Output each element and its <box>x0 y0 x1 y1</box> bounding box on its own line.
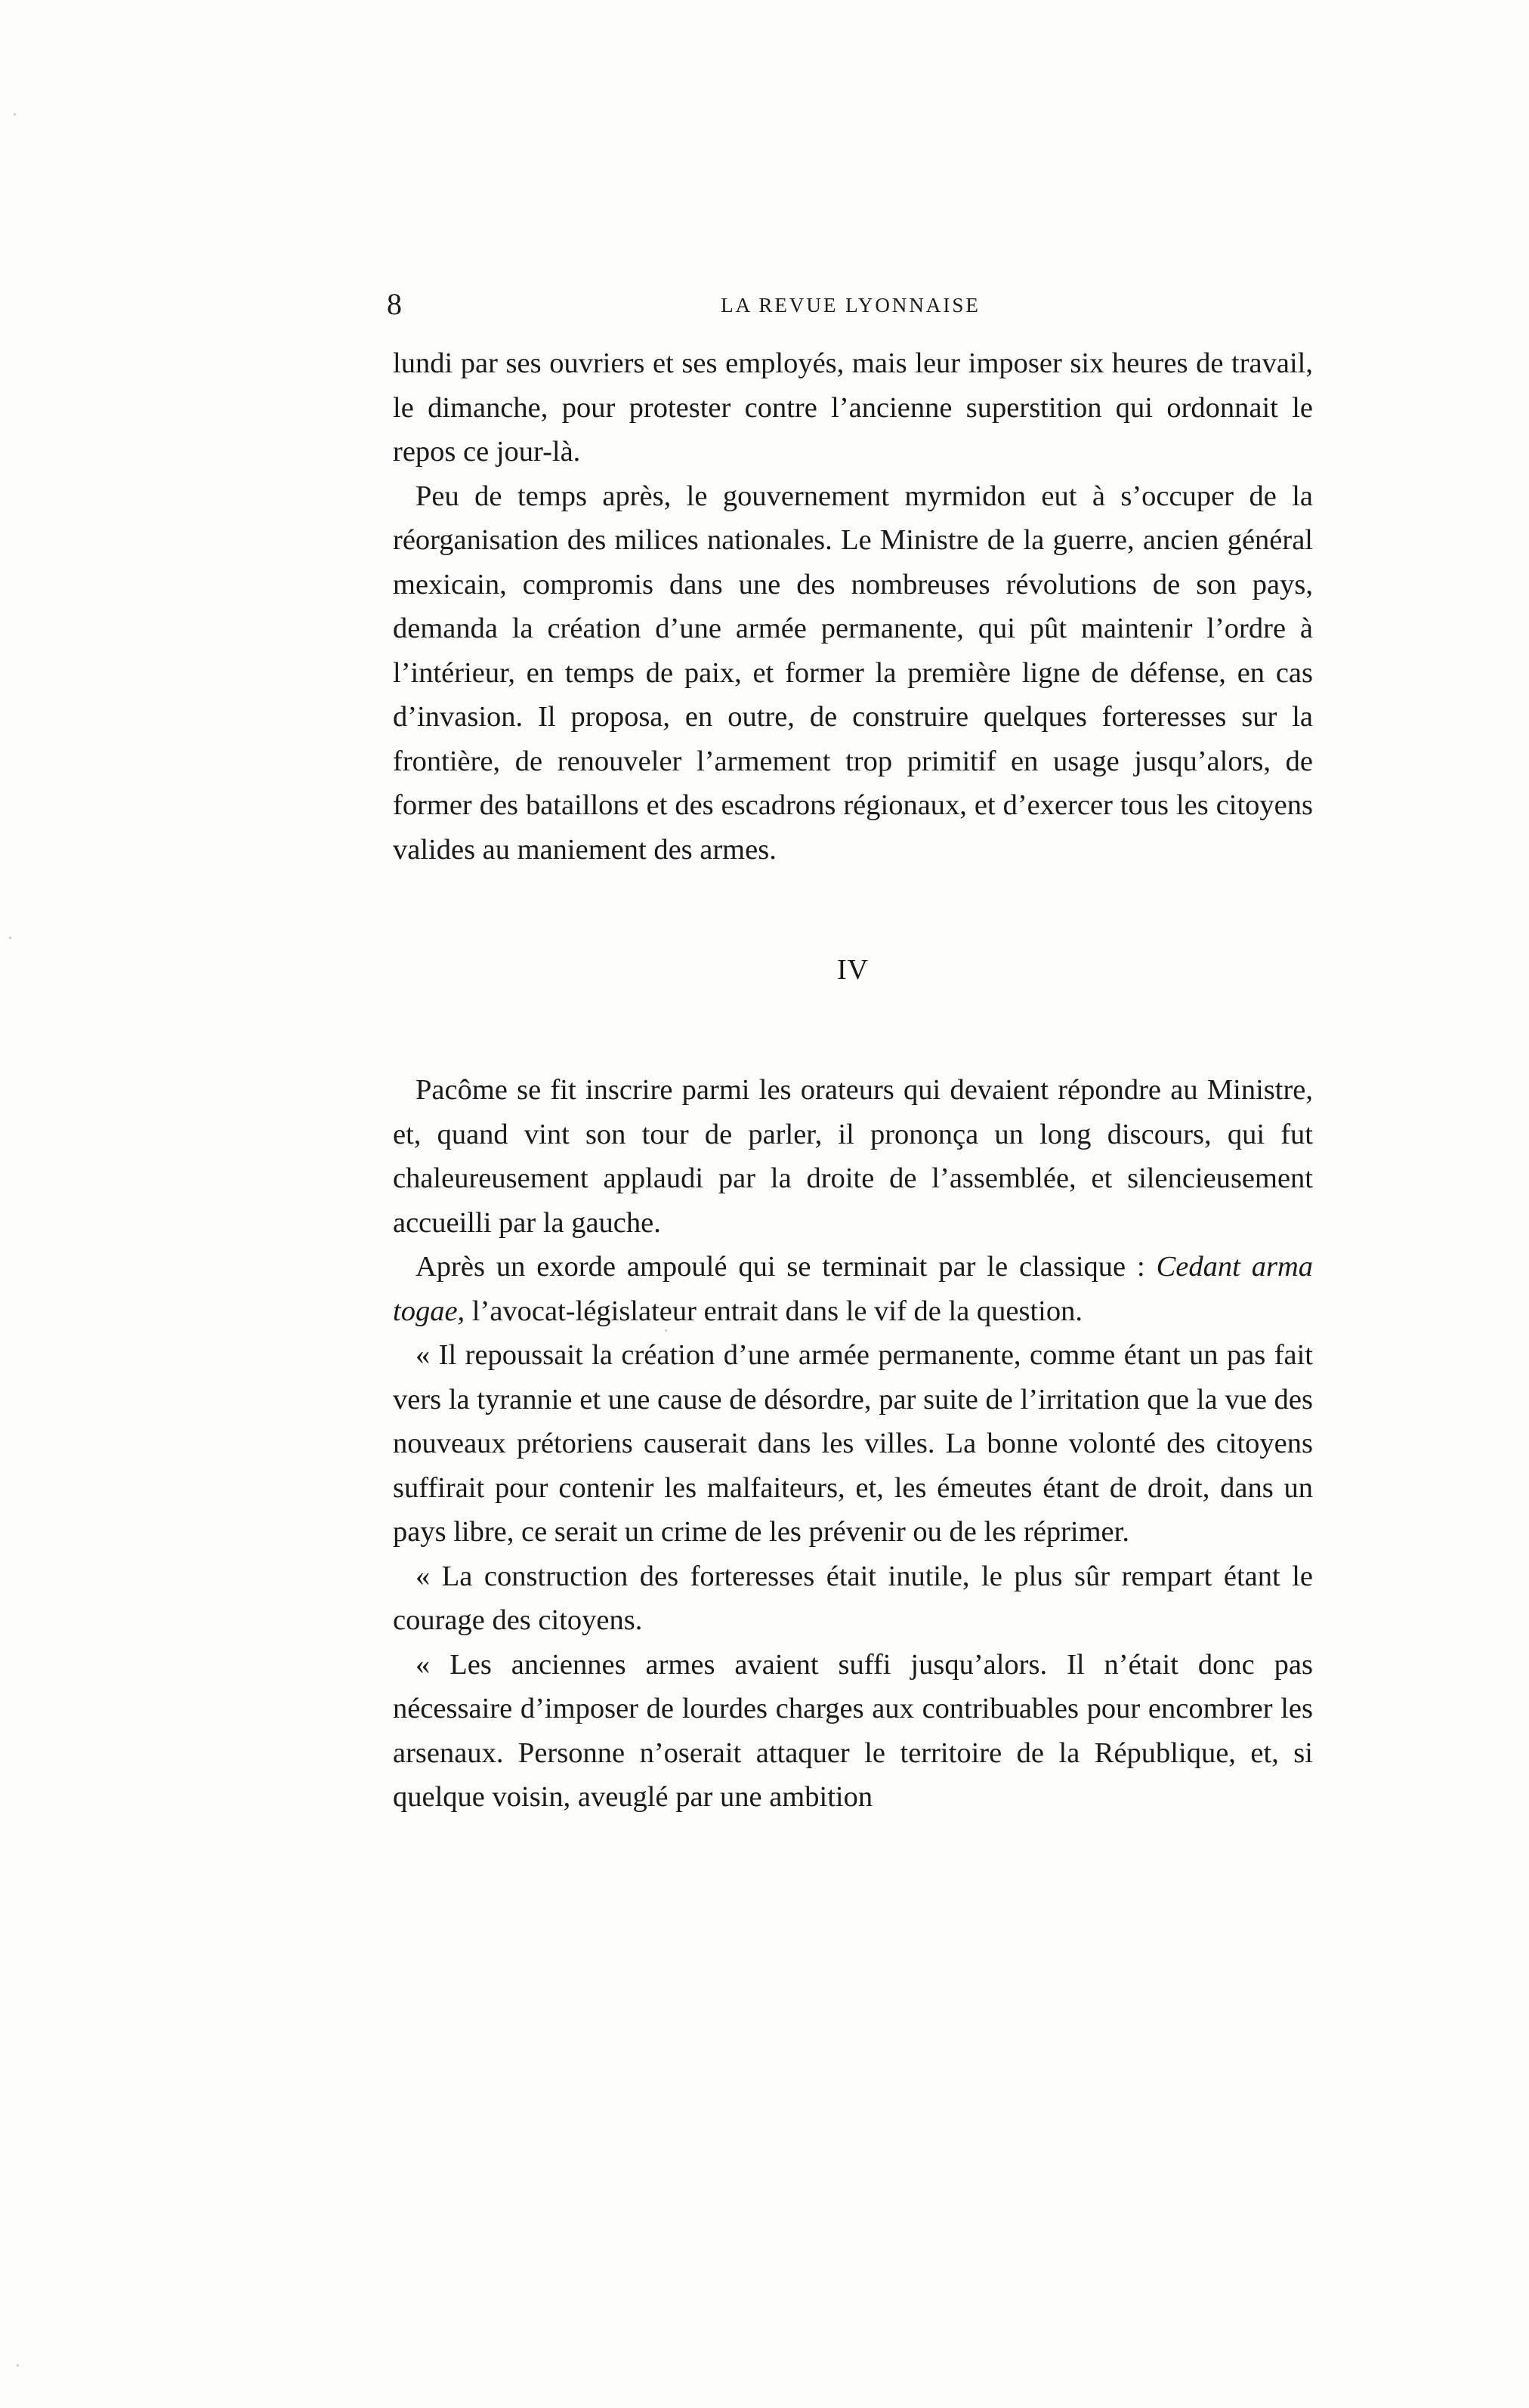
paragraph-exorde <box>393 1245 1313 1333</box>
paragraph-forteresses: « La construction des forteresses était inutile, le plus sûr rempart étant le courage des citoyens. <box>393 1560 1313 1636</box>
page-number: 8 <box>387 287 402 321</box>
section-heading: IV <box>836 954 870 986</box>
exorde-text: Après un exorde ampoulé qui se terminait par le classique : <box>415 1251 1157 1283</box>
paragraph-ministre: Peu de temps après, le gouvernement myrmidon eut à s’occuper de la réorganisation des milices nationales. Le Ministre de la guerre, ancien général mexicain, compromis dans une des nombreuses révolutions de son pays, demanda la création d’une armée permanente, qui pût maintenir l’ordre à l’intérieur, en temps de paix, et former la première ligne de défense, en cas d’invasion. Il proposa, en outre, de construire quelques forteresses sur la frontière, de renouveler l’armement trop primitif en usage jusqu’alors, de former des bataillons et des escadrons régionaux, et d’exercer tous les citoyens valides au maniement des armes. <box>393 480 1313 866</box>
page-header <box>387 286 1314 331</box>
running-head: LA REVUE LYONNAISE <box>721 294 981 316</box>
exorde-continuation: l’avocat-législateur entrait dans le vif de la question. <box>465 1295 1083 1327</box>
paper-speck <box>14 113 16 116</box>
paragraph-armes: « Les anciennes armes avaient suffi jusqu’alors. Il n’était donc pas nécessaire d’imposer de lourdes charges aux contribuables pour encombrer les arsenaux. Personne n’oserait attaquer le territoire de la République, et, si quelque voisin, aveuglé par une ambition <box>393 1648 1313 1813</box>
paper-speck <box>665 1329 667 1332</box>
paragraph-continuation: lundi par ses ouvriers et ses employés, mais leur imposer six heures de travail, le dimanche, pour protester contre l’ancienne superstition qui ordonnait le repos ce jour-là. <box>393 347 1313 468</box>
body-text <box>393 341 1313 1820</box>
paragraph-pacome: Pacôme se fit inscrire parmi les orateurs qui devaient répondre au Ministre, et, quand vint son tour de parler, il prononça un long discours, qui fut chaleureusement applaudi par la droite de l’assemblée, et silencieusement accueilli par la gauche. <box>393 1074 1313 1239</box>
paper-speck <box>9 937 11 939</box>
paper-speck <box>17 2364 19 2366</box>
latin-quote: Cedant arma togae, <box>393 1251 1314 1327</box>
paragraph-armee: « Il repoussait la création d’une armée permanente, comme étant un pas fait vers la tyrannie et une cause de désordre, par suite de l’irritation que la vue des nouveaux prétoriens causerait dans les villes. La bonne volonté des citoyens suffirait pour contenir les malfaiteurs, et, les émeutes étant de droit, dans un pays libre, ce serait un crime de les prévenir ou de les réprimer. <box>393 1339 1313 1548</box>
